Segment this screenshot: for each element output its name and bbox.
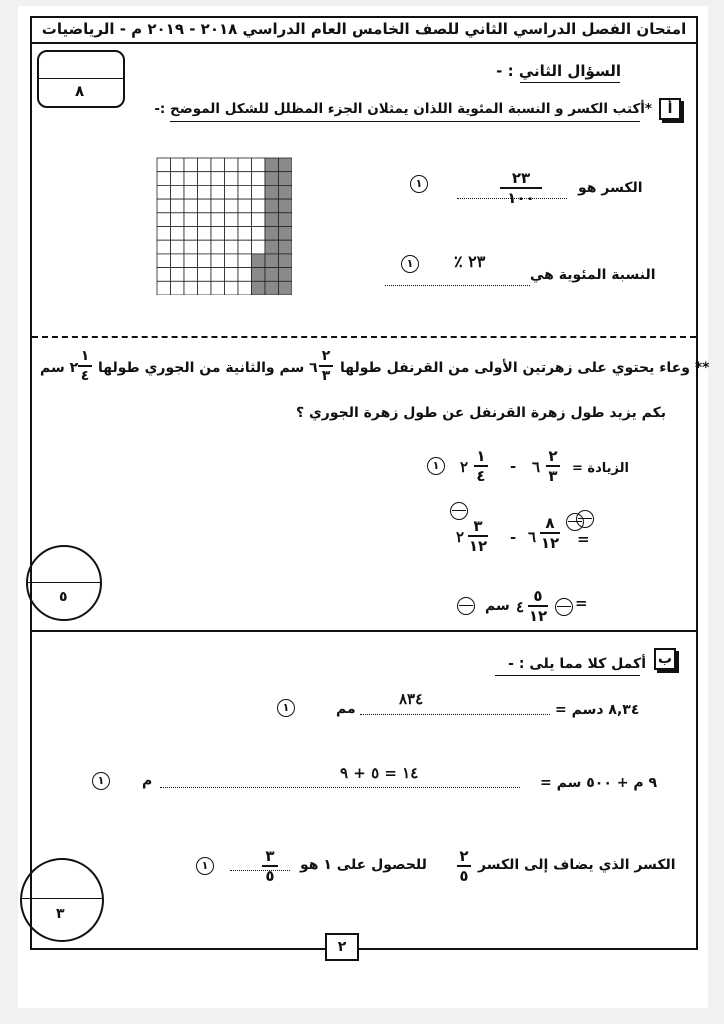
item2-unit: م [142,773,153,789]
grid-cell [211,158,225,172]
grid-cell [171,213,185,227]
grid-cell [225,281,239,295]
grid-cell [252,172,266,186]
grid-cell-shaded [265,254,279,268]
grid-cell [252,227,266,241]
grid-cell [211,240,225,254]
grid-cell [198,158,212,172]
half-mark-icon [576,510,594,528]
grid-cell [198,213,212,227]
grid-cell [198,254,212,268]
grid-cell [171,199,185,213]
half-mark-icon [555,598,573,616]
grid-cell-shaded [279,254,293,268]
item1-answer: ٨٣٤ [399,690,424,708]
grid-cell-shaded [279,213,293,227]
grid-cell [157,158,171,172]
grid-cell [252,158,266,172]
grid-cell [252,213,266,227]
item2-answer: ١٤ = ٥ + ٩ [340,764,419,782]
page-number: ٢ [325,933,359,961]
grid-cell [157,227,171,241]
flower-score: ٥ [59,589,68,605]
grid-cell [157,185,171,199]
grid-cell [198,199,212,213]
part-a-letter: أ [659,98,681,120]
grid-cell [157,199,171,213]
grid-cell [198,227,212,241]
grid-cell-shaded [265,227,279,241]
grid-cell [238,254,252,268]
grid-cell [225,213,239,227]
grid-cell [184,268,198,282]
grid-cell-shaded [279,227,293,241]
section-divider [32,336,696,338]
grid-cell [238,158,252,172]
item3-answer: ٣ ٥ [262,848,278,884]
grid-cell [252,199,266,213]
percent-value: ٪ ٢٣ [454,252,486,271]
grid-cell [225,268,239,282]
grid-cell [211,185,225,199]
section-divider-solid [30,630,698,632]
grid-cell [157,172,171,186]
half-mark-icon [450,502,468,520]
grid-cell-shaded [265,268,279,282]
grid-cell [157,268,171,282]
grid-cell [171,185,185,199]
grid-cell [184,281,198,295]
grid-cell-shaded [279,185,293,199]
exam-header [30,16,698,42]
grid-cell-shaded [279,281,293,295]
grid-cell [211,281,225,295]
grid-cell [184,158,198,172]
problem-line1-part1: ** وعاء يحتوي على زهرتين الأولى من القرنفل طولها [340,360,710,376]
fraction-den: ١٠٠ [507,189,535,207]
part-b-letter: ب [654,648,676,670]
item3-text-a: الكسر الذي يضاف إلى الكسر [478,857,676,873]
grid-cell [171,268,185,282]
half-mark-icon [457,597,475,615]
grid-cell-shaded [279,172,293,186]
problem-line1-part3: ٢ سم [40,360,79,376]
total-score: ٨ [75,82,85,100]
problem-question: بكم يزيد طول زهرة القرنفل عن طول زهرة الجوري ؟ [295,405,666,421]
grid-cell [238,227,252,241]
grid-cell [184,172,198,186]
grid-cell [184,254,198,268]
percent-mark: ١ [401,255,419,273]
item1-left: ٨,٣٤ دسم = [555,702,640,718]
grid-cell [171,227,185,241]
total-score-box [37,50,125,108]
grid-cell [157,240,171,254]
fraction-mark: ١ [410,175,428,193]
grid-cell [252,185,266,199]
grid-cell-shaded [265,158,279,172]
grid-cell [184,227,198,241]
fraction-num: ٢٣ [511,169,531,187]
grid-cell-shaded [265,213,279,227]
grid-cell [198,185,212,199]
grid-cell [211,199,225,213]
increase-label: الزيادة = [572,461,629,476]
item2-left: ٩ م + ٥٠٠ سم = [540,775,658,791]
grid-cell [238,268,252,282]
grid-cell [198,172,212,186]
grid-cell [184,185,198,199]
grid-cell-shaded [279,158,293,172]
exam-title: امتحان الفصل الدراسي الثاني للصف الخامس العام الدراسي ٢٠١٨ - ٢٠١٩ م - الرياضيات [41,20,687,38]
grid-cell [157,254,171,268]
fraction-label: الكسر هو [578,180,643,196]
item3-text-b: للحصول على ١ هو [300,857,427,873]
grid-cell [171,240,185,254]
grid-cell [225,254,239,268]
part-a-instruction: *أكتب الكسر و النسبة المئوية اللذان يمثلان الجزء المظلل للشكل الموضح :- [154,101,652,117]
item1-mark: ١ [277,699,295,717]
grid-cell [171,158,185,172]
grid-cell [211,268,225,282]
grid-cell [157,281,171,295]
percent-label: النسبة المئوية هي [530,267,656,283]
grid-cell-shaded [265,172,279,186]
grid-cell [225,158,239,172]
grid-cell [211,172,225,186]
grid-cell [171,254,185,268]
grid-cell-shaded [279,199,293,213]
grid-cell [225,185,239,199]
item1-unit: مم [336,701,356,717]
grid-cell-shaded [279,240,293,254]
grid-cell [225,172,239,186]
part-b-score-circle [20,858,104,942]
question-title: السؤال الثاني : - [496,62,621,80]
grid-cell [211,227,225,241]
grid-cell [225,240,239,254]
grid-cell [225,199,239,213]
problem-line1-part2: ٦ سم والثانية من الجوري طولها [98,360,318,376]
grid-cell [184,240,198,254]
grid-cell-shaded [265,185,279,199]
hundred-grid [156,157,292,295]
grid-cell [238,213,252,227]
grid-cell [225,227,239,241]
part-b-score: ٣ [56,906,65,922]
grid-cell [157,213,171,227]
grid-cell [238,240,252,254]
exam-frame [30,42,698,950]
flower-score-circle [26,545,102,621]
grid-cell [184,213,198,227]
fraction-answer [500,170,542,206]
grid-cell [211,254,225,268]
grid-cell [198,240,212,254]
grid-cell-shaded [265,281,279,295]
grid-cell [238,185,252,199]
item3-fraction: ٢ ٥ [457,848,471,884]
rose-fraction: ١ ٤ [78,348,92,384]
grid-cell-shaded [265,240,279,254]
part-b-instruction: أكمل كلا مما يلى : - [508,656,646,672]
item3-mark: ١ [196,857,214,875]
grid-cell-shaded [279,268,293,282]
item2-mark: ١ [92,772,110,790]
grid-cell [252,240,266,254]
grid-cell [171,172,185,186]
grid-cell [171,281,185,295]
grid-cell-shaded [252,268,266,282]
grid-cell [238,172,252,186]
grid-cell [198,281,212,295]
grid-cell [184,199,198,213]
grid-cell [238,199,252,213]
grid-cell-shaded [265,199,279,213]
step1-mark: ١ [427,457,445,475]
grid-cell [211,213,225,227]
result-unit: سم [485,598,510,614]
grid-cell-shaded [252,281,266,295]
grid-cell-shaded [252,254,266,268]
grid-cell [198,268,212,282]
grid-cell [238,281,252,295]
carnation-fraction: ٢ ٣ [319,348,333,384]
